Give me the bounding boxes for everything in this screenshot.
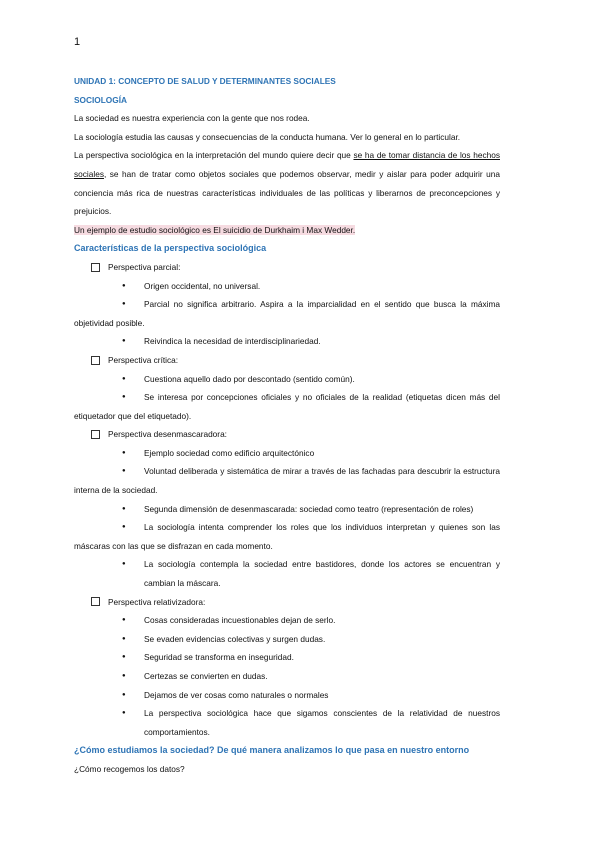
perspective-paragraph <box>74 146 500 220</box>
bullet-item: ● Reivindica la necesidad de interdisciplinariedad. <box>74 332 500 351</box>
bullet-item: ● Segunda dimensión de desenmascarada: sociedad como teatro (representación de roles) <box>74 500 500 519</box>
section-heading: SOCIOLOGÍA <box>74 94 128 105</box>
checklist-item-parcial <box>91 258 500 277</box>
group-title: Perspectiva relativizadora: <box>108 596 206 607</box>
perspective-underlined: se ha de tomar distancia de los hechos sociales <box>74 150 500 179</box>
question-text: ¿Cómo recogemos los datos? <box>74 763 185 774</box>
bullet-item: ● Origen occidental, no universal. <box>74 277 500 296</box>
bullet-item: ● Se evaden evidencias colectivas y surgen dudas. <box>74 630 500 649</box>
characteristics-heading: Características de la perspectiva sociológica <box>74 243 267 254</box>
unit-heading: UNIDAD 1: CONCEPTO DE SALUD Y DETERMINANTES SOCIALES <box>74 76 336 86</box>
group-title: Perspectiva crítica: <box>108 354 179 365</box>
bullet-item: ● Voluntad deliberada y sistemática de mirar a través de las fachadas para descubrir la estructura interna de la sociedad. <box>74 462 500 499</box>
bullet-item: ● Cuestiona aquello dado por descontado (sentido común). <box>74 370 500 389</box>
group-title: Perspectiva desenmascaradora: <box>108 429 227 440</box>
checklist-item-desenmascaradora <box>91 425 500 444</box>
checkbox-icon[interactable] <box>91 430 100 439</box>
checkbox-icon[interactable] <box>91 597 100 606</box>
question-heading: ¿Cómo estudiamos la sociedad? De qué manera analizamos lo que pasa en nuestro entorno <box>74 745 470 756</box>
perspective-text-after: , se han de tratar como objetos sociales que podemos observar, medir y aislar para poder adquirir una conciencia más rica de nuestras características individuales de las políticas y liberarnos de preconcepciones y prejuicios. <box>74 168 500 217</box>
example-highlight: Un ejemplo de estudio sociológico es El suicidio de Durkhaim i Max Wedder. <box>74 224 356 235</box>
checklist-item-critica <box>91 351 500 370</box>
checklist-item-relativizadora <box>91 593 500 612</box>
example-line <box>74 221 500 240</box>
bullet-item: ● La sociología intenta comprender los roles que los individuos interpretan y quienes son las máscaras con las que se disfrazan en cada momento. <box>74 518 500 555</box>
checkbox-icon[interactable] <box>91 356 100 365</box>
group-title: Perspectiva parcial: <box>108 261 181 272</box>
bullet-item: ● La perspectiva sociológica hace que sigamos conscientes de la relatividad de nuestros comportamientos. <box>74 704 500 741</box>
bullet-item: ● Dejamos de ver cosas como naturales o normales <box>74 686 500 705</box>
perspective-text-before: La perspectiva sociológica en la interpretación del mundo quiere decir que <box>74 150 354 161</box>
bullet-item: ● La sociología contempla la sociedad entre bastidores, donde los actores se encuentran y cambian la máscara. <box>74 555 500 592</box>
bullet-item: ● Cosas consideradas incuestionables dejan de serlo. <box>74 611 500 630</box>
page-number: 1 <box>74 36 81 48</box>
bullet-item: ● Ejemplo sociedad como edificio arquitectónico <box>74 444 500 463</box>
bullet-item: ● Se interesa por concepciones oficiales y no oficiales de la realidad (etiquetas dicen más del etiquetador que del etiquetado). <box>74 388 500 425</box>
intro-line-1: La sociedad es nuestra experiencia con la gente que nos rodea. <box>74 113 310 124</box>
bullet-item: ● Seguridad se transforma en inseguridad. <box>74 648 500 667</box>
document-body <box>74 72 500 779</box>
bullet-item: ● Certezas se convierten en dudas. <box>74 667 500 686</box>
checkbox-icon[interactable] <box>91 263 100 272</box>
bullet-item: ● Parcial no significa arbitrario. Aspira a la imparcialidad en el sentido que busca la máxima objetividad posible. <box>74 295 500 332</box>
intro-line-2: La sociología estudia las causas y consecuencias de la conducta humana. Ver lo general en lo particular. <box>74 131 461 142</box>
